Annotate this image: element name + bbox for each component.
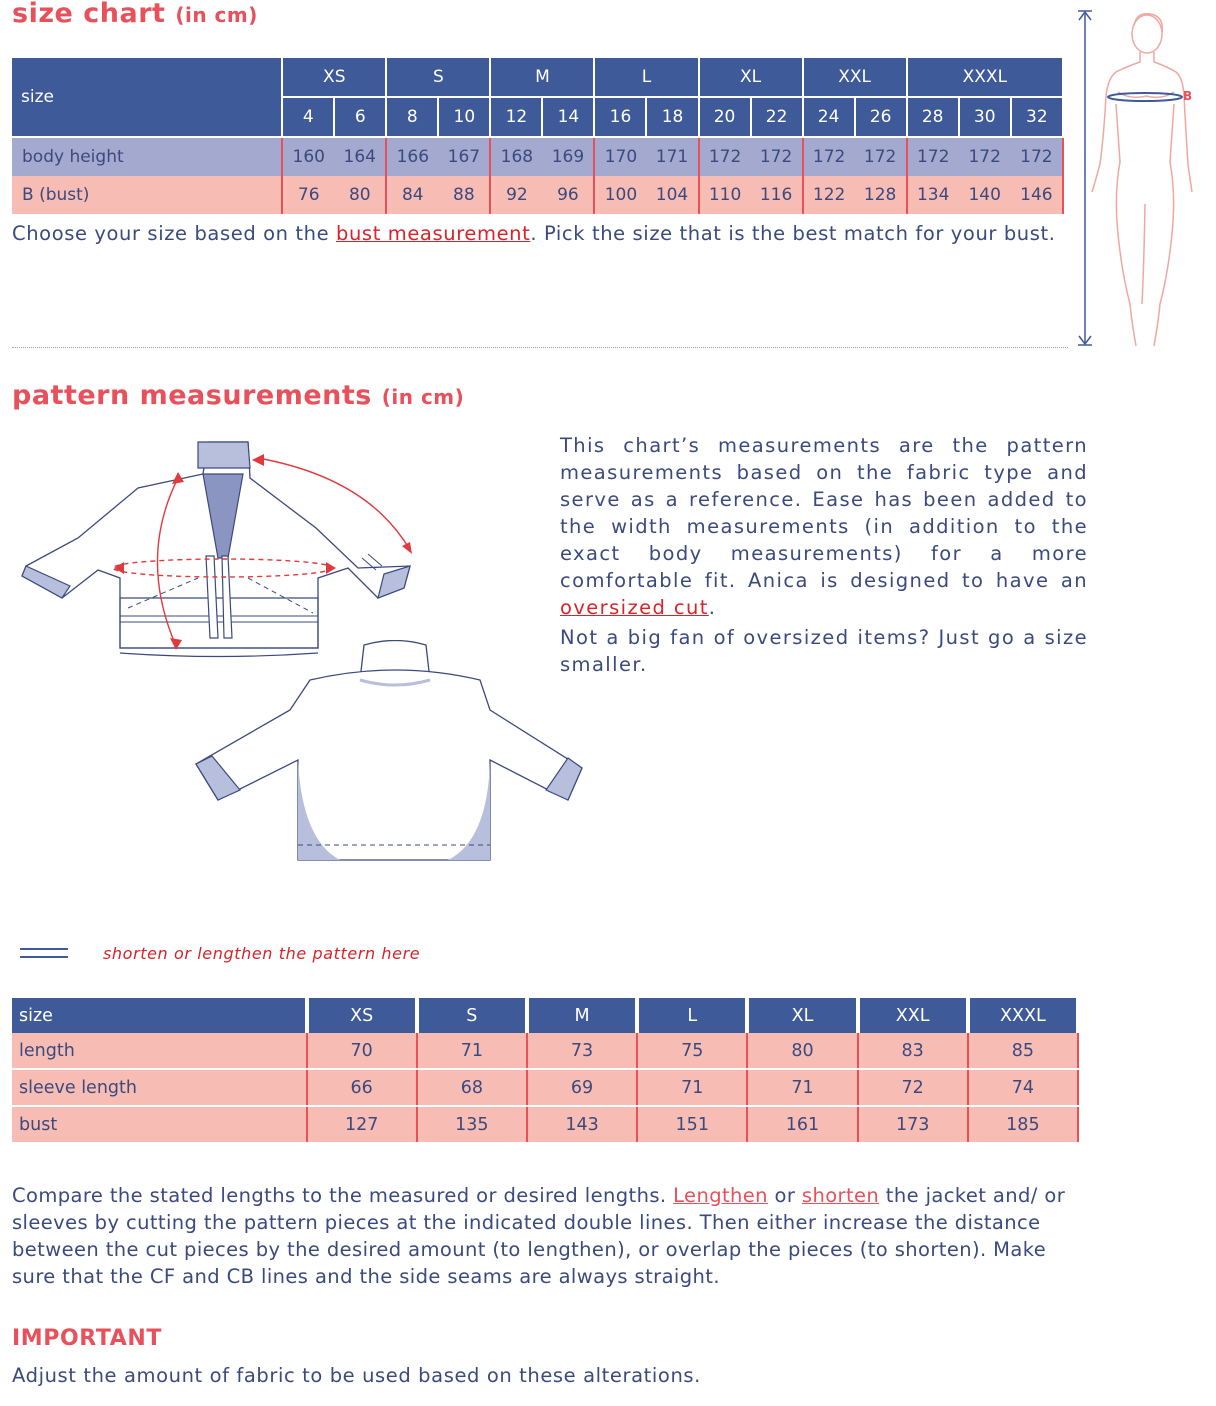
measurements-size-xs: XS [307, 998, 417, 1033]
size-number: 24 [803, 97, 855, 137]
sleeve-length-value: 74 [968, 1069, 1078, 1106]
pattern-description [560, 432, 1088, 621]
alteration-instructions [12, 1182, 1084, 1290]
measurements-size-xxl: XXL [858, 998, 968, 1033]
size-number: 16 [594, 97, 646, 137]
bust-measurement-label: bust [12, 1106, 307, 1143]
length-row [12, 1033, 1078, 1069]
bust-row [12, 176, 1063, 214]
measurements-table [12, 998, 1080, 1144]
size-group-xl: XL [699, 58, 803, 97]
size-number: 6 [334, 97, 386, 137]
sleeve-length-value: 68 [417, 1069, 527, 1106]
size-chart-table [12, 58, 1064, 214]
size-chart-title-unit: (in cm) [175, 3, 258, 27]
sleeve-length-label: sleeve length [12, 1069, 307, 1106]
size-number: 8 [386, 97, 438, 137]
size-number: 14 [542, 97, 594, 137]
bust-value: 104 [646, 176, 698, 214]
size-number: 20 [699, 97, 751, 137]
bust-value: 146 [1011, 176, 1063, 214]
size-note-text: Choose your size based on the [12, 222, 336, 245]
size-chart-title [12, 0, 258, 29]
body-height-value: 170 [594, 137, 646, 176]
length-value: 80 [747, 1033, 857, 1069]
size-group-l: L [594, 58, 698, 97]
bust-measurement-value: 151 [637, 1106, 747, 1143]
alteration-text: Compare the stated lengths to the measured or desired lengths. [12, 1184, 674, 1207]
size-number: 22 [751, 97, 803, 137]
bust-label: B (bust) [12, 176, 282, 214]
length-value: 83 [858, 1033, 968, 1069]
bust-value: 100 [594, 176, 646, 214]
important-text: Adjust the amount of fabric to be used based on these alterations. [12, 1364, 701, 1387]
bust-value: 110 [699, 176, 751, 214]
length-value: 71 [417, 1033, 527, 1069]
woman-figure-icon [1092, 14, 1192, 346]
body-height-value: 164 [334, 137, 386, 176]
pattern-title-text: pattern measurements [12, 380, 372, 411]
sleeve-length-value: 72 [858, 1069, 968, 1106]
measurements-size-l: L [637, 998, 747, 1033]
body-height-value: 167 [438, 137, 490, 176]
body-height-value: 172 [699, 137, 751, 176]
sleeve-length-value: 71 [637, 1069, 747, 1106]
body-height-value: 171 [646, 137, 698, 176]
bust-measurement-row [12, 1106, 1078, 1143]
measurements-size-m: M [527, 998, 637, 1033]
size-group-s: S [386, 58, 490, 97]
sleeve-length-value: 66 [307, 1069, 417, 1106]
body-height-value: 172 [959, 137, 1011, 176]
bust-measurement-value: 135 [417, 1106, 527, 1143]
size-header-label: size [12, 58, 282, 137]
size-group-m: M [490, 58, 594, 97]
bust-value: 84 [386, 176, 438, 214]
pattern-description-text: This chart’s measurements are the pattern measurements based on the fabric type and serve as a reference. Ease has been added to the width measurements (in addition to the exact body measurements) for a more comfortable fit. Anica is designed to have an [560, 434, 1088, 592]
bust-value: 134 [907, 176, 959, 214]
size-number: 18 [646, 97, 698, 137]
bust-measurement-value: 161 [747, 1106, 857, 1143]
double-line-icon-bottom [20, 956, 68, 958]
oversized-tip: Not a big fan of oversized items? Just go a size smaller. [560, 626, 1088, 676]
bust-measurement-link[interactable]: bust measurement [336, 222, 531, 245]
body-height-value: 172 [803, 137, 855, 176]
bust-measurement-value: 143 [527, 1106, 637, 1143]
lengthen-link[interactable]: Lengthen [673, 1184, 768, 1207]
bust-value: 140 [959, 176, 1011, 214]
bust-measurement-value: 185 [968, 1106, 1078, 1143]
bust-value: 88 [438, 176, 490, 214]
size-number: 30 [959, 97, 1011, 137]
body-height-value: 172 [907, 137, 959, 176]
length-value: 70 [307, 1033, 417, 1069]
body-height-value: 172 [1011, 137, 1063, 176]
size-number: 28 [907, 97, 959, 137]
measurements-size-label: size [12, 998, 307, 1033]
size-chart-note [12, 220, 1072, 247]
body-height-value: 166 [386, 137, 438, 176]
bust-value: 76 [282, 176, 334, 214]
size-number: 32 [1011, 97, 1063, 137]
length-value: 85 [968, 1033, 1078, 1069]
size-group-row [12, 58, 1063, 97]
height-arrow-icon [1078, 11, 1092, 345]
jacket-back-illustration [190, 640, 600, 870]
legend-text: shorten or lengthen the pattern here [103, 944, 421, 963]
body-height-value: 160 [282, 137, 334, 176]
bust-measurement-value: 173 [858, 1106, 968, 1143]
bust-marker-label: B [1183, 89, 1193, 103]
size-number: 12 [490, 97, 542, 137]
sleeve-length-value: 71 [747, 1069, 857, 1106]
pattern-title-unit: (in cm) [381, 385, 465, 409]
body-height-value: 172 [855, 137, 907, 176]
pattern-measurements-title [12, 380, 464, 411]
shorten-link[interactable]: shorten [801, 1184, 880, 1207]
measurements-size-s: S [417, 998, 527, 1033]
length-label: length [12, 1033, 307, 1069]
bust-value: 122 [803, 176, 855, 214]
bust-value: 128 [855, 176, 907, 214]
bust-value: 80 [334, 176, 386, 214]
size-group-xxl: XXL [803, 58, 907, 97]
measurements-size-xl: XL [747, 998, 857, 1033]
measurements-size-xxxl: XXXL [968, 998, 1078, 1033]
alteration-text-end: the jacket and/ or sleeves by cutting the pattern pieces at the indicated double lines. Then either increase the distance between the cut pieces by the desired amount (to lengthen), or overlap the pieces (to shorten). Make sure that the CF and CB lines and the side seams are always straight. [12, 1184, 1066, 1288]
size-group-xs: XS [282, 58, 386, 97]
body-figure-illustration [1070, 4, 1210, 354]
jacket-front-illustration [18, 438, 418, 663]
oversized-cut-link[interactable]: oversized cut [560, 596, 709, 619]
bust-value: 92 [490, 176, 542, 214]
bust-value: 96 [542, 176, 594, 214]
body-height-value: 172 [751, 137, 803, 176]
body-height-row [12, 137, 1063, 176]
bust-measurement-value: 127 [307, 1106, 417, 1143]
size-number: 10 [438, 97, 490, 137]
body-height-value: 168 [490, 137, 542, 176]
double-line-icon-top [20, 948, 68, 950]
size-group-xxxl: XXXL [907, 58, 1063, 97]
sleeve-length-row [12, 1069, 1078, 1106]
body-height-value: 169 [542, 137, 594, 176]
bust-value: 116 [751, 176, 803, 214]
body-height-label: body height [12, 137, 282, 176]
section-divider [12, 347, 1068, 348]
pattern-description-end: . [708, 596, 717, 619]
alteration-text-mid: or [767, 1184, 802, 1207]
important-heading: IMPORTANT [12, 1326, 163, 1351]
size-number: 26 [855, 97, 907, 137]
measurements-header-row [12, 998, 1078, 1033]
length-value: 75 [637, 1033, 747, 1069]
sleeve-length-value: 69 [527, 1069, 637, 1106]
size-number: 4 [282, 97, 334, 137]
size-note-text-end: . Pick the size that is the best match for your bust. [530, 222, 1056, 245]
size-chart-title-text: size chart [12, 0, 166, 29]
length-value: 73 [527, 1033, 637, 1069]
